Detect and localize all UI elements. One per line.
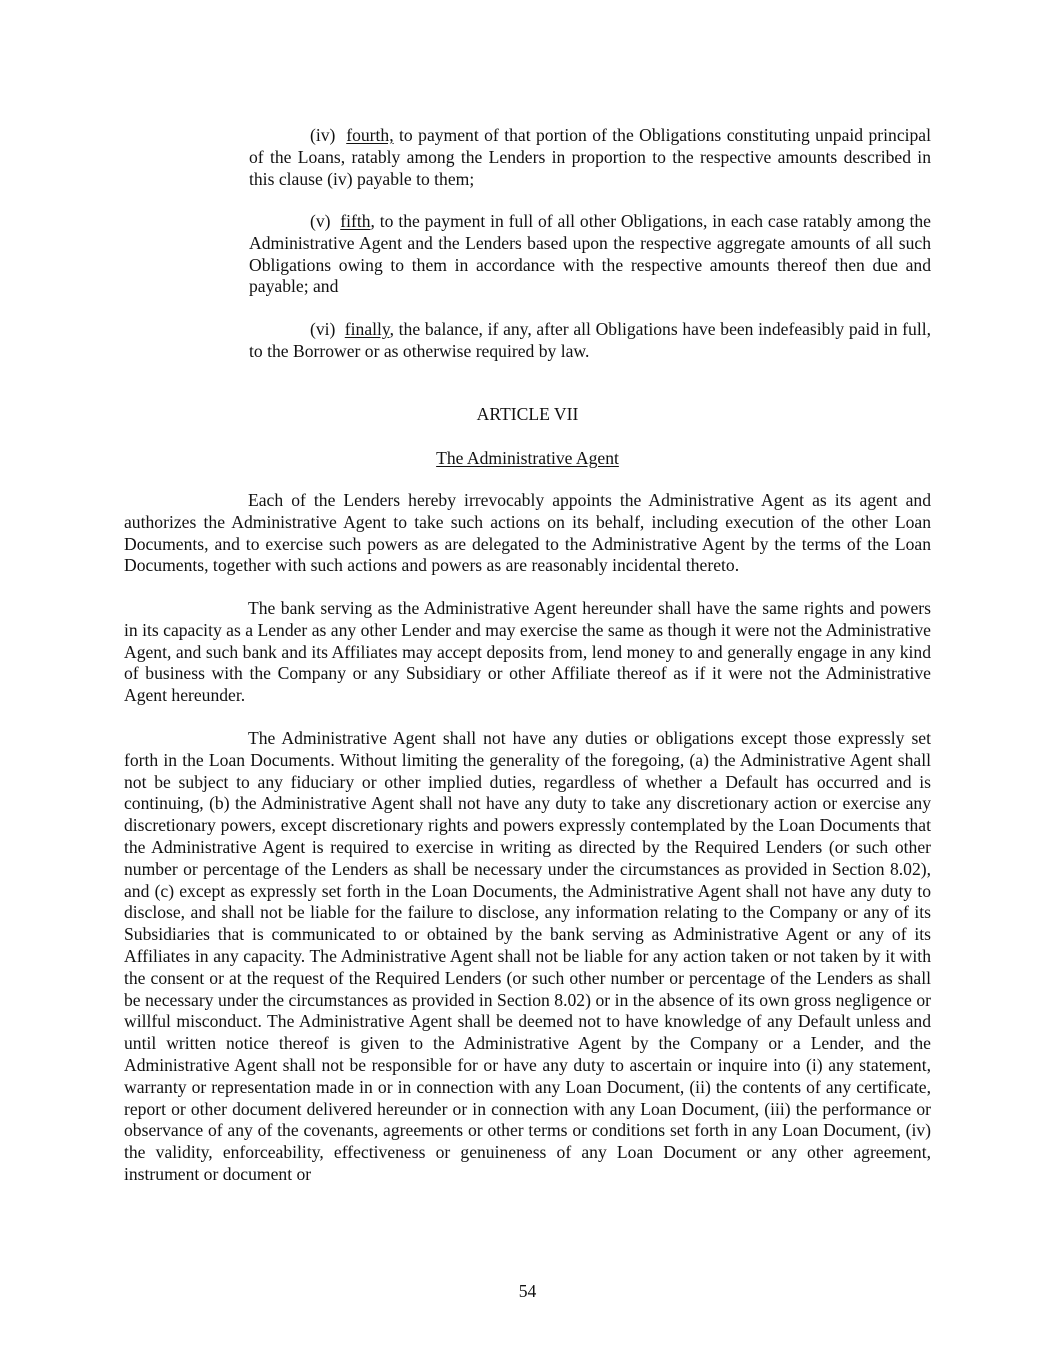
clause-text: , the balance, if any, after all Obligations have been indefeasibly paid in full, to the Borrower or as otherwise required by law. bbox=[249, 319, 932, 361]
clause-text: to payment of that portion of the Obligations constituting unpaid principal of the Loans, ratably among the Lenders in proportion to the respective amounts described in this clause (iv) payable to them; bbox=[249, 125, 932, 189]
clause-text: , to the payment in full of all other Obligations, in each case ratably among the Administrative Agent and the Lenders based upon the respective aggregate amounts of all such Obligations owing to them in accordance with the respective amounts thereof then due and payable; and bbox=[249, 211, 931, 297]
paragraph-appointment: Each of the Lenders hereby irrevocably appoints the Administrative Agent as its agent and authorizes the Administrative Agent to take such actions on its behalf, including execution of the other Loan Documents, and to exercise such powers as are delegated to the Administrative Agent by the terms of the Loan Documents, together with such actions and powers as are reasonably incidental thereto. bbox=[124, 490, 931, 576]
clause-keyword: finally bbox=[344, 319, 390, 339]
paragraph-agent-rights: The bank serving as the Administrative Agent hereunder shall have the same rights and powers in its capacity as a Lender as any other Lender and may exercise the same as though it were not the Administrative Agent, and such bank and its Affiliates may accept deposits from, lend money to and generally engage in any kind of business with the Company or any Subsidiary or other Affiliate thereof as if it were not the Administrative Agent hereunder. bbox=[124, 598, 931, 706]
page-number: 54 bbox=[518, 1281, 537, 1301]
clause-vi bbox=[249, 319, 931, 363]
clause-v bbox=[249, 211, 931, 298]
article-title-text: The Administrative Agent bbox=[436, 448, 619, 468]
clause-number: (iv) bbox=[310, 125, 336, 145]
paragraph-agent-duties: The Administrative Agent shall not have any duties or obligations except those expressly set forth in the Loan Documents. Without limiting the generality of the foregoing, (a) the Administrative Agent shall not be subject to any fiduciary or other implied duties, regardless of whether a Default has occurred and is continuing, (b) the Administrative Agent shall not have any duty to take any discretionary action or exercise any discretionary powers, except discretionary rights and powers expressly contemplated by the Loan Documents that the Administrative Agent is required to exercise in writing as directed by the Required Lenders (or such other number or percentage of the Lenders as shall be necessary under the circumstances as provided in Section 8.02), and (c) except as expressly set forth in the Loan Documents, the Administrative Agent shall not have any duty to disclose, and shall not be liable for the failure to disclose, any information relating to the Company or any of its Subsidiaries that is communicated to or obtained by the bank serving as Administrative Agent or any of its Affiliates in any capacity. The Administrative Agent shall not be liable for any action taken or not taken by it with the consent or at the request of the Required Lenders (or such other number or percentage of the Lenders as shall be necessary under the circumstances as provided in Section 8.02) or in the absence of its own gross negligence or willful misconduct. The Administrative Agent shall be deemed not to have knowledge of any Default unless and until written notice thereof is given to the Administrative Agent by the Company or a Lender, and the Administrative Agent shall not be responsible for or have any duty to ascertain or inquire into (i) any statement, warranty or representation made in or in connection with any Loan Document, (ii) the contents of any certificate, report or other document delivered hereunder or in connection with any Loan Document, (iii) the performance or observance of any of the covenants, agreements or other terms or conditions set forth in any Loan Document, (iv) the validity, enforceability, effectiveness or genuineness of any Loan Document or any other agreement, instrument or document or bbox=[124, 728, 931, 1184]
clause-number: (v) bbox=[310, 211, 331, 231]
article-title bbox=[124, 448, 931, 470]
article-heading: ARTICLE VII bbox=[476, 404, 579, 424]
clause-keyword: fourth, bbox=[346, 125, 394, 145]
clause-keyword: fifth bbox=[340, 211, 371, 231]
clause-iv bbox=[249, 125, 931, 190]
clause-number: (vi) bbox=[310, 319, 336, 339]
